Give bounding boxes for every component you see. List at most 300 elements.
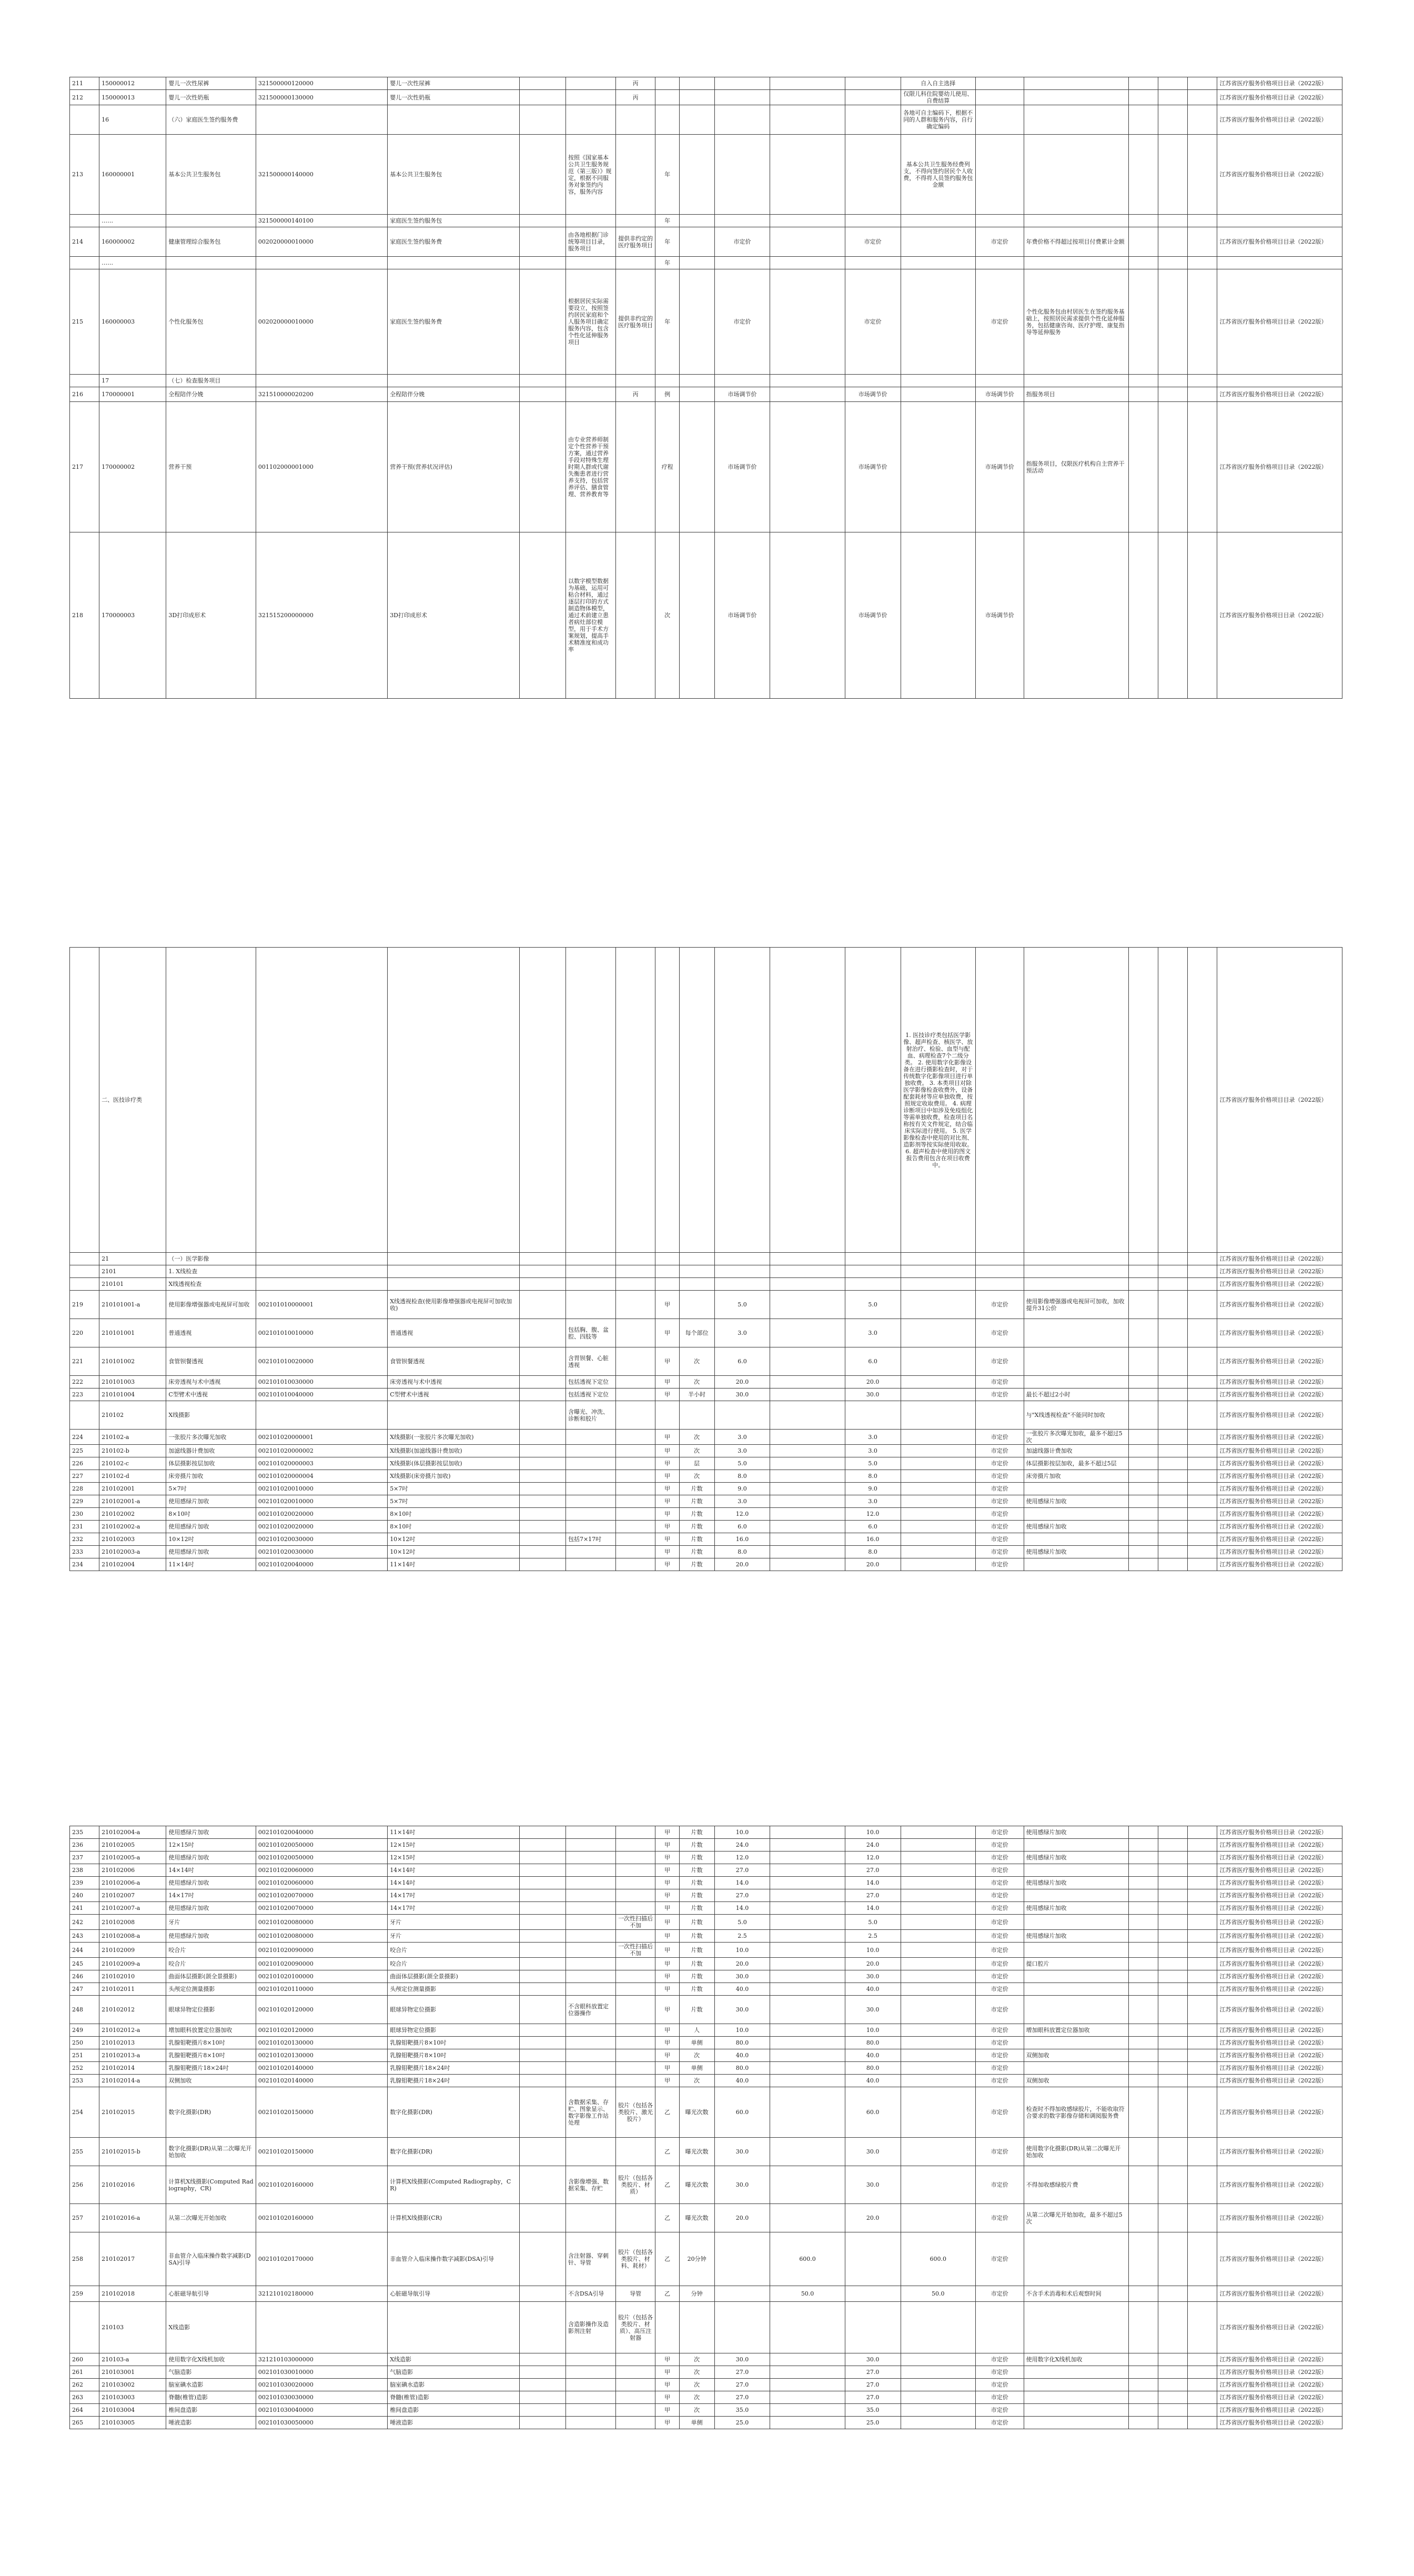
table-cell: 脊髓(椎管)造影: [388, 2391, 519, 2404]
table-cell: 230: [70, 1508, 99, 1521]
table-row: [70, 105, 1342, 135]
table-cell: [1158, 2353, 1188, 2366]
table-cell: 10.0: [714, 2024, 770, 2037]
table-row: [70, 1839, 1342, 1852]
table-cell: [845, 375, 901, 387]
table-cell: [615, 2391, 655, 2404]
table-cell: 包括透视下定位: [565, 1376, 615, 1388]
table-cell: 使用感绿片加收: [1024, 1877, 1129, 1889]
table-cell: 次: [679, 1470, 714, 1483]
table-cell: 12.0: [714, 1852, 770, 1864]
table-cell: 210102007: [99, 1889, 166, 1902]
table-cell: [901, 2075, 975, 2087]
table-cell: [1188, 375, 1217, 387]
table-cell: [1158, 2286, 1188, 2302]
table-cell: 002101020010000: [256, 1483, 387, 1495]
table-cell: 8.0: [714, 1470, 770, 1483]
table-cell: 江苏省医疗服务价格项目目录（2022版）: [1217, 2286, 1342, 2302]
table-cell: [1188, 2204, 1217, 2232]
table-cell: [1217, 257, 1342, 269]
table-cell: 002101020120000: [256, 1996, 387, 2024]
table-cell: [1188, 532, 1217, 699]
table-cell: [901, 375, 975, 387]
table-cell: 160000003: [99, 269, 166, 375]
table-cell: [679, 402, 714, 532]
table-cell: 14×14吋: [166, 1864, 256, 1877]
table-cell: [1024, 1943, 1129, 1958]
table-cell: [519, 1970, 565, 1983]
table-cell: 27.0: [845, 1889, 901, 1902]
table-cell: 眼球异物定位摄影: [166, 1996, 256, 2024]
table-cell: 江苏省医疗服务价格项目目录（2022版）: [1217, 402, 1342, 532]
table-cell: 002101020140000: [256, 2075, 387, 2087]
table-cell: [901, 2062, 975, 2075]
table-cell: 30.0: [714, 2166, 770, 2204]
table-cell: [519, 2417, 565, 2429]
table-cell: 002101010030000: [256, 1376, 387, 1388]
table-row: [70, 2087, 1342, 2138]
table-cell: [1158, 1388, 1188, 1401]
table-cell: 甲: [655, 1826, 679, 1839]
table-cell: [901, 2404, 975, 2417]
table-cell: [770, 1930, 845, 1943]
table-cell: [519, 135, 565, 215]
table-cell: 5.0: [714, 1457, 770, 1470]
table-cell: [901, 2037, 975, 2049]
table-cell: 235: [70, 1826, 99, 1839]
table-cell: [565, 2404, 615, 2417]
table-cell: 3D打印成形术: [166, 532, 256, 699]
table-cell: 心脏磁导航引导: [388, 2286, 519, 2302]
table-cell: [770, 90, 845, 105]
table-cell: [565, 1445, 615, 1457]
table-cell: 由专业营养师制定个性营养干预方案，通过营养手段对特殊生理时期人群或代谢失衡患者进行营养支持，包括营养评估、膳食管理、营养教育等: [565, 402, 615, 532]
table-cell: [519, 1253, 565, 1265]
table-cell: ……: [99, 215, 166, 227]
table-cell: 3D打印成形术: [388, 532, 519, 699]
table-cell: [565, 257, 615, 269]
table-cell: [519, 2037, 565, 2049]
table-cell: [519, 90, 565, 105]
table-cell: [1129, 402, 1158, 532]
table-cell: 乙: [655, 2087, 679, 2138]
table-row: [70, 1319, 1342, 1347]
table-cell: [1188, 2049, 1217, 2062]
table-cell: 市定价: [975, 1470, 1024, 1483]
table-cell: 12×15吋: [388, 1839, 519, 1852]
table-cell: 甲: [655, 1376, 679, 1388]
table-cell: 16.0: [845, 1533, 901, 1546]
table-cell: 321500000140100: [256, 215, 387, 227]
table-cell: 35.0: [845, 2404, 901, 2417]
table-cell: 片数: [679, 1852, 714, 1864]
table-cell: [1158, 1376, 1188, 1388]
table-cell: 321500000130000: [256, 90, 387, 105]
table-cell: [615, 1319, 655, 1347]
table-cell: 含曝光、冲洗、诊断和胶片: [565, 1401, 615, 1430]
table-cell: 20.0: [714, 1958, 770, 1970]
table-cell: 210102005-a: [99, 1852, 166, 1864]
table-cell: [770, 1533, 845, 1546]
table-cell: [1158, 2037, 1188, 2049]
table-cell: 14×17吋: [166, 1889, 256, 1902]
table-cell: 30.0: [714, 2353, 770, 2366]
table-cell: 不含手术消毒和术后观察时间: [1024, 2286, 1129, 2302]
table-cell: [1024, 2404, 1129, 2417]
table-cell: [615, 2204, 655, 2232]
table-cell: [615, 402, 655, 532]
table-cell: [1188, 387, 1217, 402]
table-cell: 片数: [679, 1546, 714, 1558]
table-cell: X线摄影(床旁摄片加收): [388, 1470, 519, 1483]
table-cell: 210102014-a: [99, 2075, 166, 2087]
table-cell: 257: [70, 2204, 99, 2232]
table-row: [70, 1533, 1342, 1546]
table-cell: 8×10吋: [388, 1508, 519, 1521]
table-cell: 最长不超过2小时: [1024, 1388, 1129, 1401]
table-cell: 不含眼科放置定位器操作: [565, 1996, 615, 2024]
table-cell: [770, 1376, 845, 1388]
table-cell: [770, 1864, 845, 1877]
table-cell: 包括7×17吋: [565, 1533, 615, 1546]
table-row: [70, 215, 1342, 227]
table-cell: [714, 215, 770, 227]
table-cell: [615, 1457, 655, 1470]
table-cell: [901, 1546, 975, 1558]
table-cell: [1188, 227, 1217, 257]
table-cell: [1158, 1430, 1188, 1445]
table-cell: 20.0: [845, 1958, 901, 1970]
table-cell: 002020000010000: [256, 269, 387, 375]
table-cell: [565, 1958, 615, 1970]
table-cell: [519, 1877, 565, 1889]
table-cell: [565, 1495, 615, 1508]
table-cell: （一）医学影像: [166, 1253, 256, 1265]
table-cell: 262: [70, 2379, 99, 2391]
table-row: [70, 2204, 1342, 2232]
table-cell: [1158, 1521, 1188, 1533]
table-cell: [655, 1401, 679, 1430]
table-cell: [770, 2024, 845, 2037]
table-cell: 9.0: [714, 1483, 770, 1495]
table-cell: [845, 105, 901, 135]
table-cell: [1158, 1347, 1188, 1376]
table-cell: 210101001: [99, 1319, 166, 1347]
table-cell: 14.0: [845, 1902, 901, 1915]
table-cell: [1129, 1558, 1158, 1571]
table-cell: 江苏省医疗服务价格项目目录（2022版）: [1217, 1291, 1342, 1319]
table-cell: 从第二次曝光开始加收，最多不超过5次: [1024, 2204, 1129, 2232]
table-cell: [1129, 1470, 1158, 1483]
table-cell: 片数: [679, 1915, 714, 1930]
table-cell: [615, 135, 655, 215]
table-cell: [1129, 2024, 1158, 2037]
table-cell: [1024, 1319, 1129, 1347]
table-cell: [679, 375, 714, 387]
table-cell: [1188, 2166, 1217, 2204]
table-cell: [901, 1401, 975, 1430]
table-cell: 002101020070000: [256, 1889, 387, 1902]
table-cell: [901, 1470, 975, 1483]
table-cell: [565, 1457, 615, 1470]
table-cell: [519, 2166, 565, 2204]
table-row: [70, 402, 1342, 532]
table-cell: [615, 1970, 655, 1983]
table-cell: [770, 135, 845, 215]
table-cell: [1129, 105, 1158, 135]
table-cell: 市场调节价: [845, 387, 901, 402]
table-cell: 市定价: [975, 2049, 1024, 2062]
table-cell: [519, 1457, 565, 1470]
table-cell: [845, 2302, 901, 2353]
table-cell: [519, 269, 565, 375]
table-cell: 普通透视: [388, 1319, 519, 1347]
table-cell: [1024, 2232, 1129, 2286]
table-cell: [1129, 90, 1158, 105]
table-cell: [1129, 2286, 1158, 2302]
table-cell: 含造影操作及造影剂注射: [565, 2302, 615, 2353]
table-cell: [565, 2366, 615, 2379]
table-cell: [1188, 1521, 1217, 1533]
table-cell: [975, 948, 1024, 1253]
table-cell: 婴儿一次性奶瓶: [166, 90, 256, 105]
table-cell: 次: [679, 2353, 714, 2366]
table-cell: 不含DSA引导: [565, 2286, 615, 2302]
table-cell: [1188, 1826, 1217, 1839]
table-cell: 222: [70, 1376, 99, 1388]
table-cell: 231: [70, 1521, 99, 1533]
table-cell: [901, 1902, 975, 1915]
table-cell: 170000002: [99, 402, 166, 532]
table-cell: [1188, 1319, 1217, 1347]
table-cell: 个性化服务包由村居医生在签约服务基础上，按照居民需求提供个性化延伸服务，包括健康咨询、医疗护理、康复指导等延伸服务: [1024, 269, 1129, 375]
table-cell: 甲: [655, 1319, 679, 1347]
table-cell: [565, 1291, 615, 1319]
table-cell: 市定价: [975, 1508, 1024, 1521]
table-cell: 甲: [655, 1347, 679, 1376]
table-cell: 210102009-a: [99, 1958, 166, 1970]
table-cell: 210102007-a: [99, 1902, 166, 1915]
table-cell: [770, 1388, 845, 1401]
table-cell: [1188, 1877, 1217, 1889]
table-cell: [655, 77, 679, 90]
table-cell: 使用感绿片加收: [166, 1930, 256, 1943]
table-cell: 乙: [655, 2232, 679, 2286]
table-cell: [1129, 2417, 1158, 2429]
table-cell: [845, 257, 901, 269]
table-cell: [519, 1558, 565, 1571]
table-cell: [1158, 105, 1188, 135]
table-cell: 导管: [615, 2286, 655, 2302]
table-cell: [615, 2404, 655, 2417]
table-cell: 210103: [99, 2302, 166, 2353]
table-cell: [256, 948, 387, 1253]
table-row: [70, 2075, 1342, 2087]
table-cell: 238: [70, 1864, 99, 1877]
table-cell: [1129, 1347, 1158, 1376]
table-cell: [901, 1253, 975, 1265]
table-row: [70, 532, 1342, 699]
table-row: [70, 1347, 1342, 1376]
table-cell: 疗程: [655, 402, 679, 532]
table-cell: [1129, 1521, 1158, 1533]
table-cell: [1158, 1996, 1188, 2024]
table-cell: 江苏省医疗服务价格项目目录（2022版）: [1217, 1839, 1342, 1852]
table-cell: 244: [70, 1943, 99, 1958]
table-cell: [1024, 1983, 1129, 1996]
table-cell: 与"X线透视检查"不能同时加收: [1024, 1401, 1129, 1430]
table-cell: [1158, 1253, 1188, 1265]
table-cell: 江苏省医疗服务价格项目目录（2022版）: [1217, 1265, 1342, 1278]
table-cell: [388, 1265, 519, 1278]
table-cell: 市定价: [975, 1533, 1024, 1546]
table-cell: [519, 2024, 565, 2037]
table-cell: [714, 1265, 770, 1278]
table-cell: [770, 1958, 845, 1970]
table-cell: 3.0: [845, 1319, 901, 1347]
table-cell: 9.0: [845, 1483, 901, 1495]
table-cell: [519, 2302, 565, 2353]
table-cell: 210102002-a: [99, 1521, 166, 1533]
table-cell: [901, 1558, 975, 1571]
table-cell: 江苏省医疗服务价格项目目录（2022版）: [1217, 1347, 1342, 1376]
table-cell: 002101010020000: [256, 1347, 387, 1376]
table-cell: [679, 135, 714, 215]
table-cell: [256, 105, 387, 135]
table-cell: 210102018: [99, 2286, 166, 2302]
table-cell: [615, 1253, 655, 1265]
table-cell: 双侧加收: [166, 2075, 256, 2087]
table-cell: 8.0: [845, 1546, 901, 1558]
table-cell: [770, 1483, 845, 1495]
table-cell: [1188, 402, 1217, 532]
table-cell: 江苏省医疗服务价格项目目录（2022版）: [1217, 2353, 1342, 2366]
table-cell: 江苏省医疗服务价格项目目录（2022版）: [1217, 2024, 1342, 2037]
table-cell: 27.0: [714, 1864, 770, 1877]
table-cell: 002101020040000: [256, 1558, 387, 1571]
table-cell: [1129, 2049, 1158, 2062]
table-cell: 脑室碘水造影: [388, 2379, 519, 2391]
table-cell: [1129, 1495, 1158, 1508]
table-cell: [1158, 1864, 1188, 1877]
table-cell: 210102001: [99, 1483, 166, 1495]
table-cell: 江苏省医疗服务价格项目目录（2022版）: [1217, 77, 1342, 90]
table-cell: 咬合片: [166, 1943, 256, 1958]
table-cell: [1129, 1889, 1158, 1902]
table-cell: 包括透视下定位: [565, 1388, 615, 1401]
table-cell: 各地可自主编码下，根据不同的人群和服务内容，自行确定编码: [901, 105, 975, 135]
table-cell: [1188, 2024, 1217, 2037]
table-cell: [519, 2391, 565, 2404]
table-row: [70, 1278, 1342, 1291]
table-cell: C型臂术中透视: [388, 1388, 519, 1401]
table-cell: 5.0: [714, 1291, 770, 1319]
table-cell: 233: [70, 1546, 99, 1558]
table-cell: 210102008: [99, 1915, 166, 1930]
table-cell: [1188, 2391, 1217, 2404]
table-cell: [1188, 2404, 1217, 2417]
table-cell: 江苏省医疗服务价格项目目录（2022版）: [1217, 1508, 1342, 1521]
table-cell: 240: [70, 1889, 99, 1902]
table-cell: 增加眼科放置定位器加收: [1024, 2024, 1129, 2037]
table-cell: 片数: [679, 1558, 714, 1571]
table-cell: [615, 1930, 655, 1943]
table-cell: [1024, 2391, 1129, 2404]
table-cell: [714, 77, 770, 90]
table-cell: [1158, 2379, 1188, 2391]
table-cell: [1158, 227, 1188, 257]
table-cell: [901, 257, 975, 269]
table-cell: 江苏省医疗服务价格项目目录（2022版）: [1217, 1470, 1342, 1483]
table-row: [70, 269, 1342, 375]
table-cell: [770, 2049, 845, 2062]
table-cell: X线摄影(加滤线器计费加收): [388, 1445, 519, 1457]
table-cell: [519, 1508, 565, 1521]
table-cell: [615, 1483, 655, 1495]
table-cell: [615, 1508, 655, 1521]
table-cell: 江苏省医疗服务价格项目目录（2022版）: [1217, 2391, 1342, 2404]
table-cell: 江苏省医疗服务价格项目目录（2022版）: [1217, 90, 1342, 105]
table-cell: [565, 1546, 615, 1558]
table-cell: [655, 2302, 679, 2353]
table-cell: [256, 1265, 387, 1278]
table-cell: [519, 2286, 565, 2302]
table-cell: 江苏省医疗服务价格项目目录（2022版）: [1217, 1996, 1342, 2024]
table-cell: 江苏省医疗服务价格项目目录（2022版）: [1217, 2232, 1342, 2286]
table-cell: [1188, 1996, 1217, 2024]
table-cell: 市定价: [975, 2379, 1024, 2391]
table-cell: [1158, 2024, 1188, 2037]
table-cell: [615, 257, 655, 269]
table-cell: 提口腔片: [1024, 1958, 1129, 1970]
table-cell: [615, 2353, 655, 2366]
table-cell: 3.0: [845, 1445, 901, 1457]
table-cell: X线造影: [166, 2302, 256, 2353]
table-cell: [714, 1278, 770, 1291]
table-cell: [679, 387, 714, 402]
table-cell: 002101020030000: [256, 1533, 387, 1546]
table-cell: [679, 1401, 714, 1430]
table-cell: [565, 1852, 615, 1864]
table-cell: 片数: [679, 1826, 714, 1839]
table-cell: [975, 215, 1024, 227]
table-row: [70, 257, 1342, 269]
table-cell: 江苏省医疗服务价格项目目录（2022版）: [1217, 1253, 1342, 1265]
table-cell: [519, 387, 565, 402]
table-cell: 210102011: [99, 1983, 166, 1996]
table-cell: [1188, 1265, 1217, 1278]
table-cell: [1129, 1943, 1158, 1958]
table-cell: 胶片（包括各类胶片、材质）: [615, 2166, 655, 2204]
table-cell: 二、医技诊疗类: [99, 948, 166, 1253]
table-cell: [1129, 1508, 1158, 1521]
table-cell: 使用感绿片加收: [1024, 1495, 1129, 1508]
table-cell: [615, 1864, 655, 1877]
table-cell: 12.0: [845, 1508, 901, 1521]
table-cell: [1129, 1430, 1158, 1445]
table-cell: [770, 1558, 845, 1571]
table-cell: [615, 1376, 655, 1388]
table-cell: 乳腺钼靶摄片18×24吋: [166, 2062, 256, 2075]
table-cell: [519, 1852, 565, 1864]
table-cell: 261: [70, 2366, 99, 2379]
table-cell: 江苏省医疗服务价格项目目录（2022版）: [1217, 1495, 1342, 1508]
table-cell: 210102015: [99, 2087, 166, 2138]
table-row: [70, 2037, 1342, 2049]
table-cell: 236: [70, 1839, 99, 1852]
table-cell: [565, 77, 615, 90]
table-cell: 检查时不得加收感绿胶片，不能收取符合要求的数字影像存储和调阅服务费: [1024, 2087, 1129, 2138]
